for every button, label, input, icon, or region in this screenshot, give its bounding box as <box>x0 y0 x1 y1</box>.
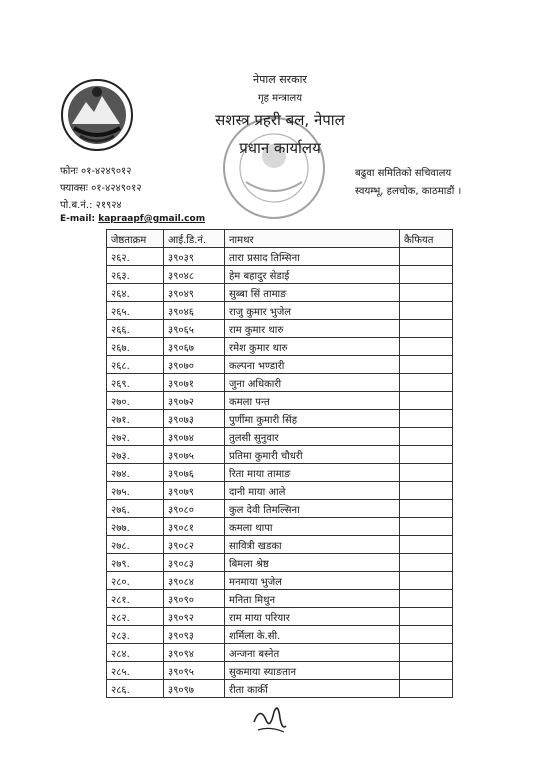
cell-seniority: २८४. <box>107 644 164 662</box>
cell-remarks <box>400 302 453 320</box>
cell-id: ३९०७४ <box>164 428 225 446</box>
cell-remarks <box>400 590 453 608</box>
seniority-table <box>106 229 453 698</box>
cell-seniority: २८५. <box>107 662 164 680</box>
table-row <box>107 428 453 446</box>
cell-name: जुना अधिकारी <box>225 374 400 392</box>
cell-remarks <box>400 266 453 284</box>
cell-id: ३९०७० <box>164 356 225 374</box>
table-header-row <box>107 230 453 248</box>
cell-id: ३९०८४ <box>164 572 225 590</box>
col-header-remarks: कैफियत <box>400 230 453 248</box>
cell-seniority: २६३. <box>107 266 164 284</box>
col-header-name: नामथर <box>225 230 400 248</box>
cell-name: अन्जना बस्नेत <box>225 644 400 662</box>
table-row <box>107 266 453 284</box>
cell-seniority: २६८. <box>107 356 164 374</box>
table-row <box>107 482 453 500</box>
cell-id: ३९०९४ <box>164 644 225 662</box>
cell-name: राम माया परियार <box>225 608 400 626</box>
cell-id: ३९०४६ <box>164 302 225 320</box>
cell-name: दानी माया आले <box>225 482 400 500</box>
cell-id: ३९०८२ <box>164 536 225 554</box>
cell-seniority: २८२. <box>107 608 164 626</box>
cell-name: रीता कार्की <box>225 680 400 698</box>
cell-seniority: २७६. <box>107 500 164 518</box>
table-row <box>107 392 453 410</box>
header-office: प्रधान कार्यालय <box>239 139 321 157</box>
cell-remarks <box>400 662 453 680</box>
table-row <box>107 518 453 536</box>
cell-name: कुल देवी तिमल्सिना <box>225 500 400 518</box>
col-header-id: आई.डि.नं. <box>164 230 225 248</box>
fax-number: फ्याक्सः ०१-४२४९०१२ <box>60 183 142 194</box>
cell-remarks <box>400 626 453 644</box>
cell-name: रमेश कुमार थारु <box>225 338 400 356</box>
phone-number: फोनः ०१-४२४९०१२ <box>60 166 132 177</box>
cell-remarks <box>400 374 453 392</box>
cell-seniority: २८३. <box>107 626 164 644</box>
cell-seniority: २६६. <box>107 320 164 338</box>
cell-id: ३९०४९ <box>164 284 225 302</box>
cell-name: कमला थापा <box>225 518 400 536</box>
cell-remarks <box>400 518 453 536</box>
cell-seniority: २७९. <box>107 554 164 572</box>
cell-seniority: २८०. <box>107 572 164 590</box>
cell-remarks <box>400 392 453 410</box>
cell-name: तुलसी सुनुवार <box>225 428 400 446</box>
table-row <box>107 608 453 626</box>
cell-id: ३९०६७ <box>164 338 225 356</box>
table-row <box>107 554 453 572</box>
cell-remarks <box>400 428 453 446</box>
table-row <box>107 374 453 392</box>
po-box: पो.ब.नं.: २१९२४ <box>60 200 122 211</box>
cell-seniority: २८६. <box>107 680 164 698</box>
cell-remarks <box>400 446 453 464</box>
cell-id: ३९०९३ <box>164 626 225 644</box>
cell-id: ३९०८१ <box>164 518 225 536</box>
cell-id: ३९०७३ <box>164 410 225 428</box>
table-row <box>107 680 453 698</box>
cell-name: मनमाया भुजेल <box>225 572 400 590</box>
cell-name: राम कुमार थारु <box>225 320 400 338</box>
cell-id: ३९०७९ <box>164 482 225 500</box>
cell-remarks <box>400 248 453 266</box>
table-row <box>107 338 453 356</box>
cell-seniority: २६७. <box>107 338 164 356</box>
cell-seniority: २७४. <box>107 464 164 482</box>
cell-remarks <box>400 284 453 302</box>
header-organization: सशस्त्र प्रहरी बल, नेपाल <box>215 111 345 129</box>
header-ministry: गृह मन्त्रालय <box>257 93 303 104</box>
cell-id: ३९०९५ <box>164 662 225 680</box>
table-row <box>107 446 453 464</box>
cell-name: सावित्री खडका <box>225 536 400 554</box>
cell-remarks <box>400 482 453 500</box>
cell-seniority: २७०. <box>107 392 164 410</box>
cell-remarks <box>400 644 453 662</box>
nepal-emblem-icon <box>60 78 134 152</box>
cell-seniority: २६४. <box>107 284 164 302</box>
table-row <box>107 590 453 608</box>
cell-remarks <box>400 554 453 572</box>
cell-id: ३९०४८ <box>164 266 225 284</box>
email-label: E-mail: <box>60 214 99 224</box>
cell-remarks <box>400 608 453 626</box>
cell-id: ३९०३९ <box>164 248 225 266</box>
cell-remarks <box>400 410 453 428</box>
cell-name: बिमला श्रेष्ठ <box>225 554 400 572</box>
table-row <box>107 662 453 680</box>
table-row <box>107 302 453 320</box>
cell-seniority: २८१. <box>107 590 164 608</box>
cell-seniority: २६९. <box>107 374 164 392</box>
secretariat-address: स्वयम्भू, हलचोक, काठमाडौं । <box>355 186 462 197</box>
signature-icon <box>250 700 290 738</box>
cell-id: ३९०९७ <box>164 680 225 698</box>
table-row <box>107 464 453 482</box>
cell-name: कल्पना भण्डारी <box>225 356 400 374</box>
table-row <box>107 284 453 302</box>
cell-name: शर्मिला के.सी. <box>225 626 400 644</box>
cell-id: ३९०७१ <box>164 374 225 392</box>
cell-remarks <box>400 572 453 590</box>
email-link[interactable]: kapraapf@gmail.com <box>98 214 206 224</box>
cell-name: हेम बहादुर सेडाई <box>225 266 400 284</box>
table-row <box>107 356 453 374</box>
cell-remarks <box>400 356 453 374</box>
header-government: नेपाल सरकार <box>253 73 307 86</box>
cell-name: राजु कुमार भुजेल <box>225 302 400 320</box>
cell-seniority: २६२. <box>107 248 164 266</box>
cell-name: मनिता मिथुन <box>225 590 400 608</box>
cell-seniority: २६५. <box>107 302 164 320</box>
cell-name: प्रतिमा कुमारी चौधरी <box>225 446 400 464</box>
cell-name: सुकमाया स्याङतान <box>225 662 400 680</box>
cell-name: रिता माया तामाङ <box>225 464 400 482</box>
table-row <box>107 626 453 644</box>
table-row <box>107 248 453 266</box>
cell-id: ३९०७२ <box>164 392 225 410</box>
cell-id: ३९०९२ <box>164 608 225 626</box>
table-row <box>107 320 453 338</box>
cell-remarks <box>400 500 453 518</box>
cell-remarks <box>400 680 453 698</box>
table-row <box>107 500 453 518</box>
cell-id: ३९०८० <box>164 500 225 518</box>
cell-name: कमला पन्त <box>225 392 400 410</box>
table-row <box>107 536 453 554</box>
col-header-seniority: जेष्ठताक्रम <box>107 230 164 248</box>
cell-id: ३९०६५ <box>164 320 225 338</box>
cell-remarks <box>400 536 453 554</box>
cell-remarks <box>400 464 453 482</box>
cell-name: सुब्बा सिं तामाङ <box>225 284 400 302</box>
cell-remarks <box>400 338 453 356</box>
cell-seniority: २७८. <box>107 536 164 554</box>
secretariat-name: बढुवा समितिको सचिवालय <box>355 168 452 179</box>
cell-name: पुर्णीमा कुमारी सिंह <box>225 410 400 428</box>
table-row <box>107 644 453 662</box>
cell-id: ३९०७६ <box>164 464 225 482</box>
cell-id: ३९०९० <box>164 590 225 608</box>
cell-seniority: २७७. <box>107 518 164 536</box>
cell-id: ३९०८३ <box>164 554 225 572</box>
cell-seniority: २७३. <box>107 446 164 464</box>
table-row <box>107 572 453 590</box>
cell-seniority: २७२. <box>107 428 164 446</box>
cell-remarks <box>400 320 453 338</box>
cell-seniority: २७१. <box>107 410 164 428</box>
cell-name: तारा प्रसाद तिम्सिना <box>225 248 400 266</box>
cell-id: ३९०७५ <box>164 446 225 464</box>
cell-seniority: २७५. <box>107 482 164 500</box>
table-row <box>107 410 453 428</box>
email-line <box>60 214 205 224</box>
